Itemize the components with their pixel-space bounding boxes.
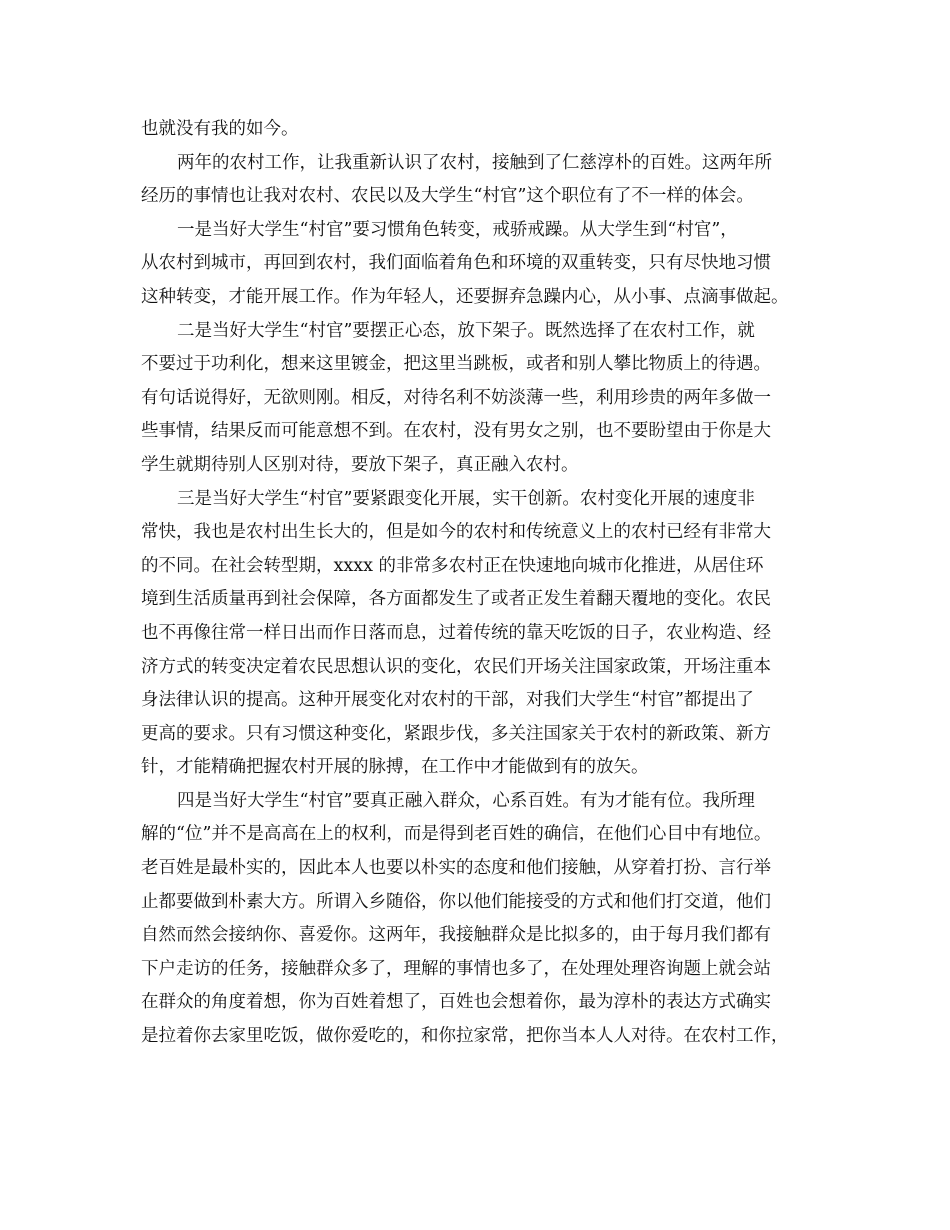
document-body — [141, 113, 831, 1054]
text-line: 常快，我也是农村出生长大的，但是如今的农村和传统意义上的农村已经有非常大 — [141, 522, 771, 543]
text-line: 从农村到城市，再回到农村，我们面临着角色和环境的双重转变，只有尽快地习惯 — [141, 253, 771, 274]
text-line: 老百姓是最朴实的，因此本人也要以朴实的态度和他们接触，从穿着打扮、言行举 — [141, 858, 771, 879]
paragraph-first-line: 四是当好大学生“村官”要真正融入群众，心系百姓。有为才能有位。我所理 — [177, 790, 755, 811]
text-line: 针，才能精确把握农村开展的脉搏，在工作中才能做到有的放矢。 — [141, 757, 649, 778]
text-line: 的不同。在社会转型期，xxxx 的非常多农村正在快速地向城市化推进，从居住环 — [141, 555, 764, 576]
text-line: 自然而然会接纳你、喜爱你。这两年，我接触群众是比拟多的，由于每月我们都有 — [141, 925, 771, 946]
text-line: 不要过于功利化，想来这里镀金，把这里当跳板，或者和别人攀比物质上的待遇。 — [141, 354, 771, 375]
text-line: 也不再像往常一样日出而作日落而息，过着传统的靠天吃饭的日子，农业构造、经 — [141, 622, 771, 643]
text-line: 下户走访的任务，接触群众多了，理解的事情也多了，在处理处理咨询题上就会站 — [141, 958, 771, 979]
text-line: 也就没有我的如今。 — [141, 119, 299, 139]
text-line: 经历的事情也让我对农村、农民以及大学生“村官”这个职位有了不一样的体会。 — [141, 186, 754, 207]
text-line: 有句话说得好，无欲则刚。相反，对待名利不妨淡薄一些，利用珍贵的两年多做一 — [141, 387, 771, 408]
paragraph-first-line: 二是当好大学生“村官”要摆正心态，放下架子。既然选择了在农村工作，就 — [177, 320, 755, 341]
paragraph-first-line: 三是当好大学生“村官”要紧跟变化开展，实干创新。农村变化开展的速度非 — [177, 488, 755, 509]
text-line: 在群众的角度着想，你为百姓着想了，百姓也会想着你，最为淳朴的表达方式确实 — [141, 992, 771, 1013]
paragraph-first-line: 两年的农村工作，让我重新认识了农村，接触到了仁慈淳朴的百姓。这两年所 — [177, 152, 772, 173]
text-line: 更高的要求。只有习惯这种变化，紧跟步伐，多关注国家关于农村的新政策、新方 — [141, 723, 771, 744]
text-line: 这种转变，才能开展工作。作为年轻人，还要摒弃急躁内心，从小事、点滴事做起。 — [141, 286, 789, 307]
text-line: 是拉着你去家里吃饭，做你爱吃的，和你拉家常，把你当本人人对待。在农村工作， — [141, 1026, 789, 1047]
text-line: 学生就期待别人区别对待，要放下架子，真正融入农村。 — [141, 454, 579, 475]
text-line: 境到生活质量再到社会保障，各方面都发生了或者正发生着翻天覆地的变化。农民 — [141, 589, 771, 610]
paragraph-first-line: 一是当好大学生“村官”要习惯角色转变，戒骄戒躁。从大学生到“村官”， — [177, 219, 738, 240]
text-line: 身法律认识的提高。这种开展变化对农村的干部，对我们大学生“村官”都提出了 — [141, 690, 754, 711]
text-line: 解的“位”并不是高高在上的权利，而是得到老百姓的确信，在他们心目中有地位。 — [141, 824, 772, 845]
text-line: 些事情，结果反而可能意想不到。在农村，没有男女之别，也不要盼望由于你是大 — [141, 421, 771, 442]
text-line: 止都要做到朴素大方。所谓入乡随俗，你以他们能接受的方式和他们打交道，他们 — [141, 891, 771, 912]
text-line: 济方式的转变决定着农民思想认识的变化，农民们开场关注国家政策，开场注重本 — [141, 656, 771, 677]
